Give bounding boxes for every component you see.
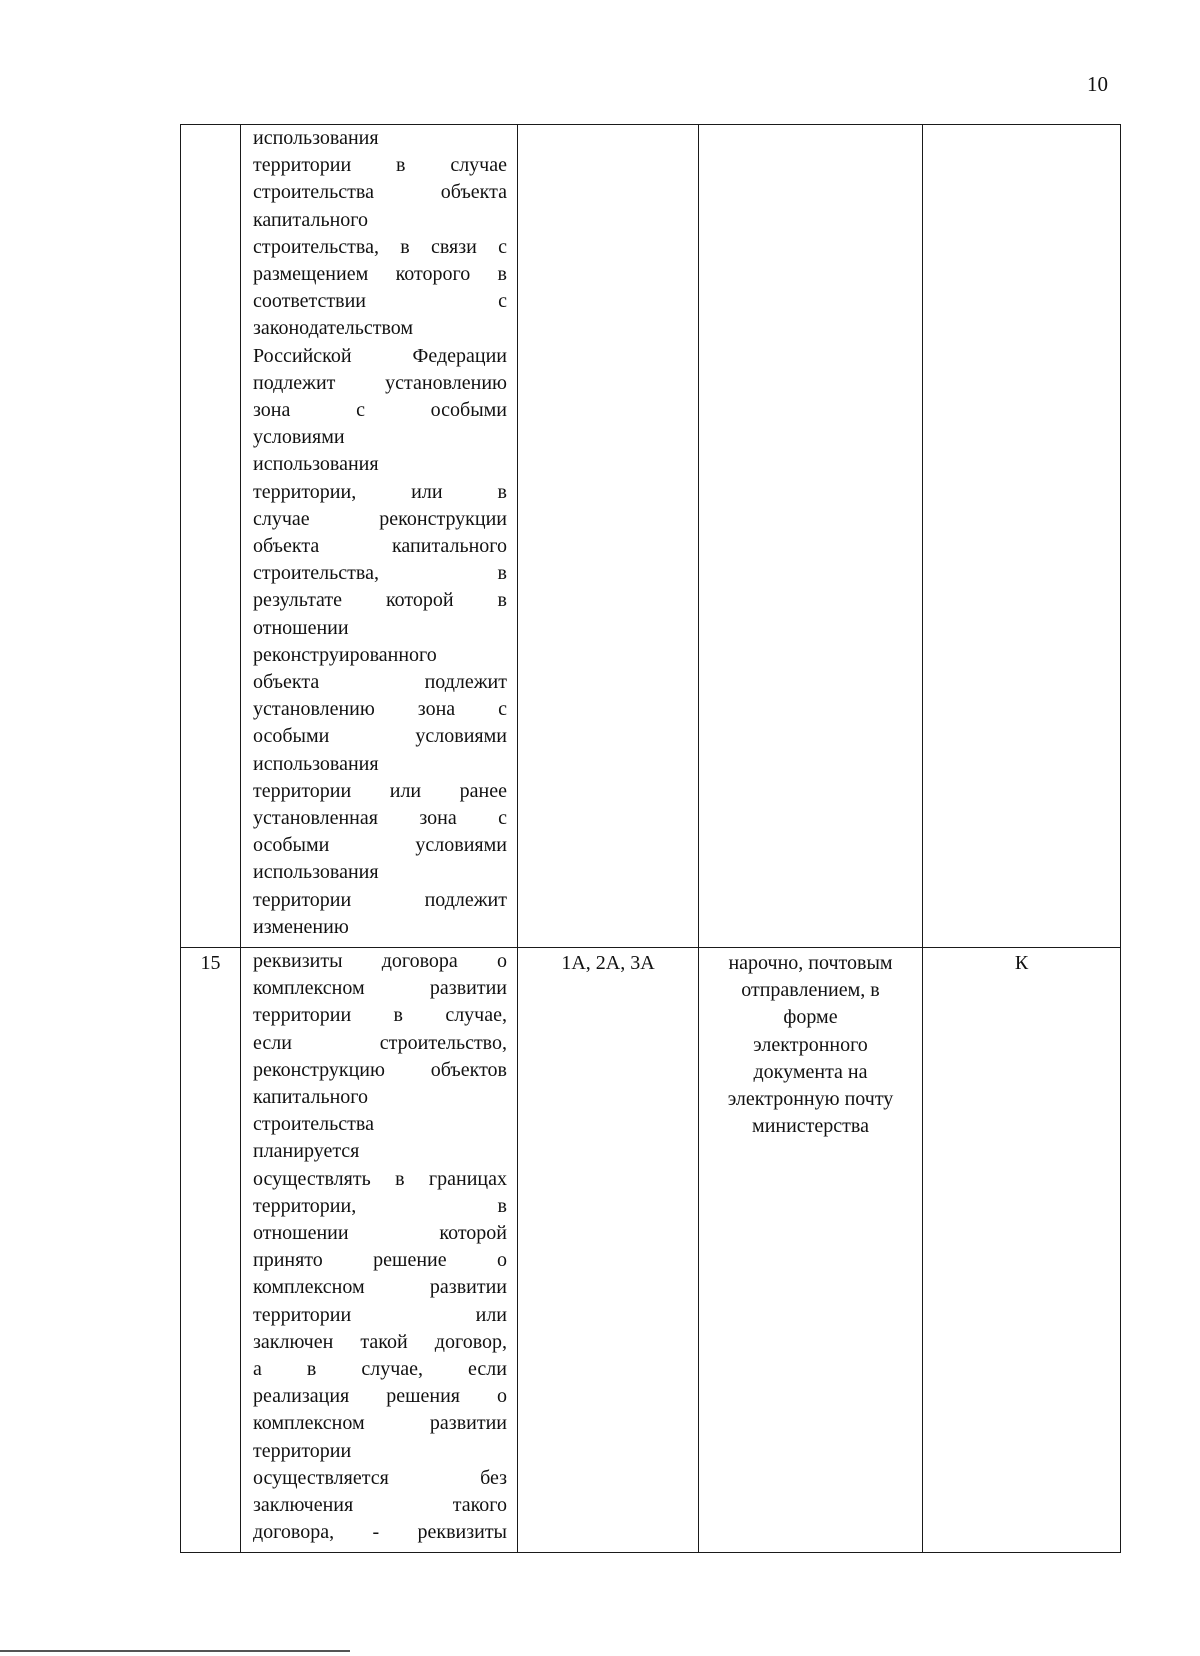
text-line: Российской Федерации	[253, 344, 507, 367]
document-code-cell	[923, 125, 1121, 948]
submission-method-cell	[699, 948, 923, 1553]
text-line: комплексном развитии	[253, 1412, 507, 1435]
text-line: подлежит установлению	[253, 371, 507, 394]
text-line: результате которой в	[253, 589, 507, 612]
text-line: территории или ранее	[253, 779, 507, 802]
text-line: комплексном развитии	[253, 977, 507, 1000]
document-code-cell: К	[923, 948, 1121, 1553]
text-line: министерства	[752, 1115, 869, 1138]
applicant-category-cell	[518, 125, 699, 948]
text-line: установлению зона с	[253, 698, 507, 721]
document-description-cell	[241, 948, 518, 1553]
text-line: установленная зона с	[253, 807, 507, 830]
document-description-text	[253, 125, 507, 941]
text-line: комплексном развитии	[253, 1276, 507, 1299]
text-line: территории в случае,	[253, 1004, 507, 1027]
text-line: осуществлять в границах	[253, 1167, 507, 1190]
text-line: заключен такой договор,	[253, 1330, 507, 1353]
text-line: случае реконструкции	[253, 507, 507, 530]
text-line: использования	[253, 453, 379, 476]
text-line: форме	[783, 1006, 838, 1029]
text-line: электронного	[753, 1033, 868, 1056]
text-line: объекта подлежит	[253, 671, 507, 694]
text-line: территории	[253, 1439, 352, 1462]
submission-method-cell	[699, 125, 923, 948]
document-description-text	[253, 948, 507, 1546]
submission-method-text	[705, 950, 916, 1140]
text-line: а в случае, если	[253, 1358, 507, 1381]
text-line: территории в случае	[253, 154, 507, 177]
text-line: документа на	[753, 1060, 868, 1083]
text-line: реконструкцию объектов	[253, 1058, 507, 1081]
text-line: объекта капитального	[253, 535, 507, 558]
table-row-15	[181, 948, 1121, 1553]
text-line: условиями	[253, 426, 345, 449]
text-line: использования	[253, 752, 379, 775]
text-line: нарочно, почтовым	[728, 952, 893, 974]
text-line: строительства, в связи с	[253, 235, 507, 258]
scan-edge-line	[0, 1650, 350, 1652]
text-line: принято решение о	[253, 1249, 507, 1272]
text-line: реквизиты договора о	[253, 950, 507, 972]
document-description-cell	[241, 125, 518, 948]
text-line: законодательством	[253, 317, 414, 340]
row-number-cell: 15	[181, 948, 241, 1553]
text-line: использования	[253, 127, 379, 149]
text-line: капитального	[253, 1086, 368, 1109]
requirements-table	[180, 124, 1121, 1553]
text-line: капитального	[253, 208, 368, 231]
text-line: размещением которого в	[253, 263, 507, 286]
row-number-cell	[181, 125, 241, 948]
text-line: договора, - реквизиты	[253, 1521, 507, 1544]
text-line: особыми условиями	[253, 834, 507, 857]
text-line: территории подлежит	[253, 888, 507, 911]
text-line: строительства	[253, 1113, 374, 1136]
text-line: соответствии с	[253, 290, 507, 313]
text-line: отправлением, в	[741, 979, 880, 1002]
text-line: электронную почту	[727, 1088, 894, 1111]
table-row-continued	[181, 125, 1121, 948]
text-line: строительства объекта	[253, 181, 507, 204]
text-line: планируется	[253, 1140, 360, 1163]
text-line: строительства, в	[253, 562, 507, 585]
applicant-category-cell: 1А, 2А, 3А	[518, 948, 699, 1553]
text-line: заключения такого	[253, 1494, 507, 1517]
text-line: отношении	[253, 616, 349, 639]
text-line: территории, в	[253, 1194, 507, 1217]
text-line: отношении которой	[253, 1222, 507, 1245]
page-number: 10	[1087, 72, 1108, 96]
text-line: территории, или в	[253, 480, 507, 503]
text-line: использования	[253, 861, 379, 884]
text-line: если строительство,	[253, 1031, 507, 1054]
text-line: изменению	[253, 915, 349, 938]
text-line: особыми условиями	[253, 725, 507, 748]
text-line: зона с особыми	[253, 399, 507, 422]
text-line: реконструированного	[253, 643, 437, 666]
text-line: территории или	[253, 1303, 507, 1326]
text-line: реализация решения о	[253, 1385, 507, 1408]
text-line: осуществляется без	[253, 1466, 507, 1489]
